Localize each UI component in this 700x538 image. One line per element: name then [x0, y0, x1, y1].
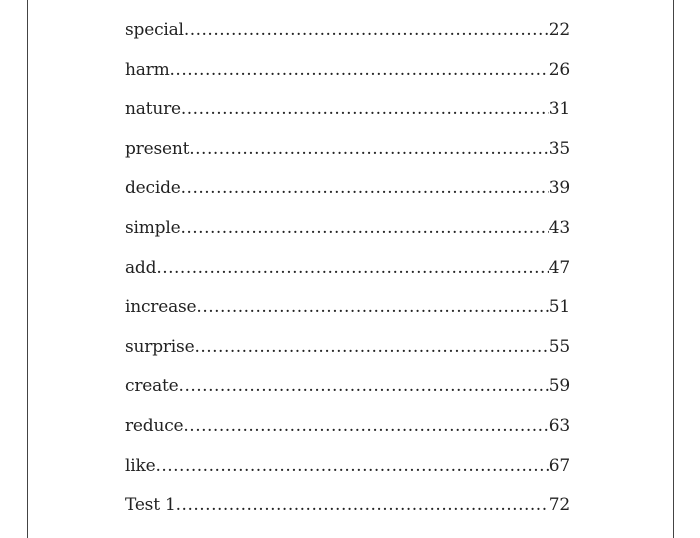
dot-leader [181, 99, 549, 119]
dot-leader [196, 297, 548, 317]
toc-entry-page: 22 [548, 20, 570, 40]
dot-leader [184, 20, 549, 40]
toc-entry-title: simple [125, 217, 181, 238]
toc-entry-title: reduce [125, 415, 184, 436]
toc-entry-page: 31 [548, 99, 570, 120]
toc-entry-title: special [125, 20, 184, 40]
toc-entry-page: 47 [548, 257, 570, 278]
toc-entry[interactable] [125, 178, 570, 218]
toc-entry-title: add [125, 257, 157, 278]
toc-entry-title: increase [125, 297, 197, 318]
dot-leader [183, 416, 548, 436]
toc-entry-page: 63 [548, 415, 570, 436]
toc-entry-page: 51 [548, 297, 570, 318]
toc-entry-title: Test 1 [125, 495, 176, 516]
dot-leader [155, 456, 548, 476]
toc-entry[interactable] [125, 99, 570, 139]
toc-entry[interactable] [125, 60, 570, 100]
toc-entry[interactable] [125, 376, 570, 416]
toc-entry-page: 72 [548, 495, 570, 516]
toc-entry[interactable] [125, 416, 570, 456]
toc-entry-title: create [125, 376, 179, 397]
toc-entry-title: like [125, 455, 156, 476]
toc-entry-title: surprise [125, 336, 195, 357]
dot-leader [156, 258, 548, 278]
toc-entry-page: 35 [548, 138, 570, 159]
dot-leader [181, 178, 549, 198]
table-of-contents [125, 20, 570, 535]
toc-entry[interactable] [125, 337, 570, 377]
toc-entry[interactable] [125, 495, 570, 535]
toc-entry-title: nature [125, 99, 181, 120]
dot-leader [170, 60, 549, 80]
toc-entry[interactable] [125, 218, 570, 258]
toc-entry-title: present [125, 138, 190, 159]
toc-entry[interactable] [125, 297, 570, 337]
toc-entry-page: 26 [548, 59, 570, 80]
dot-leader [180, 218, 548, 238]
toc-entry[interactable] [125, 20, 570, 60]
dot-leader [194, 337, 548, 357]
toc-entry-page: 39 [548, 178, 570, 199]
dot-leader [189, 139, 549, 159]
toc-entry-title: decide [125, 178, 181, 199]
toc-entry[interactable] [125, 456, 570, 496]
toc-entry-page: 55 [548, 336, 570, 357]
toc-entry-page: 67 [548, 455, 570, 476]
toc-entry[interactable] [125, 258, 570, 298]
dot-leader [179, 376, 549, 396]
toc-entry-title: harm [125, 59, 170, 80]
toc-entry[interactable] [125, 139, 570, 179]
toc-entry-page: 43 [548, 217, 570, 238]
dot-leader [176, 495, 549, 515]
toc-entry-page: 59 [548, 376, 570, 397]
